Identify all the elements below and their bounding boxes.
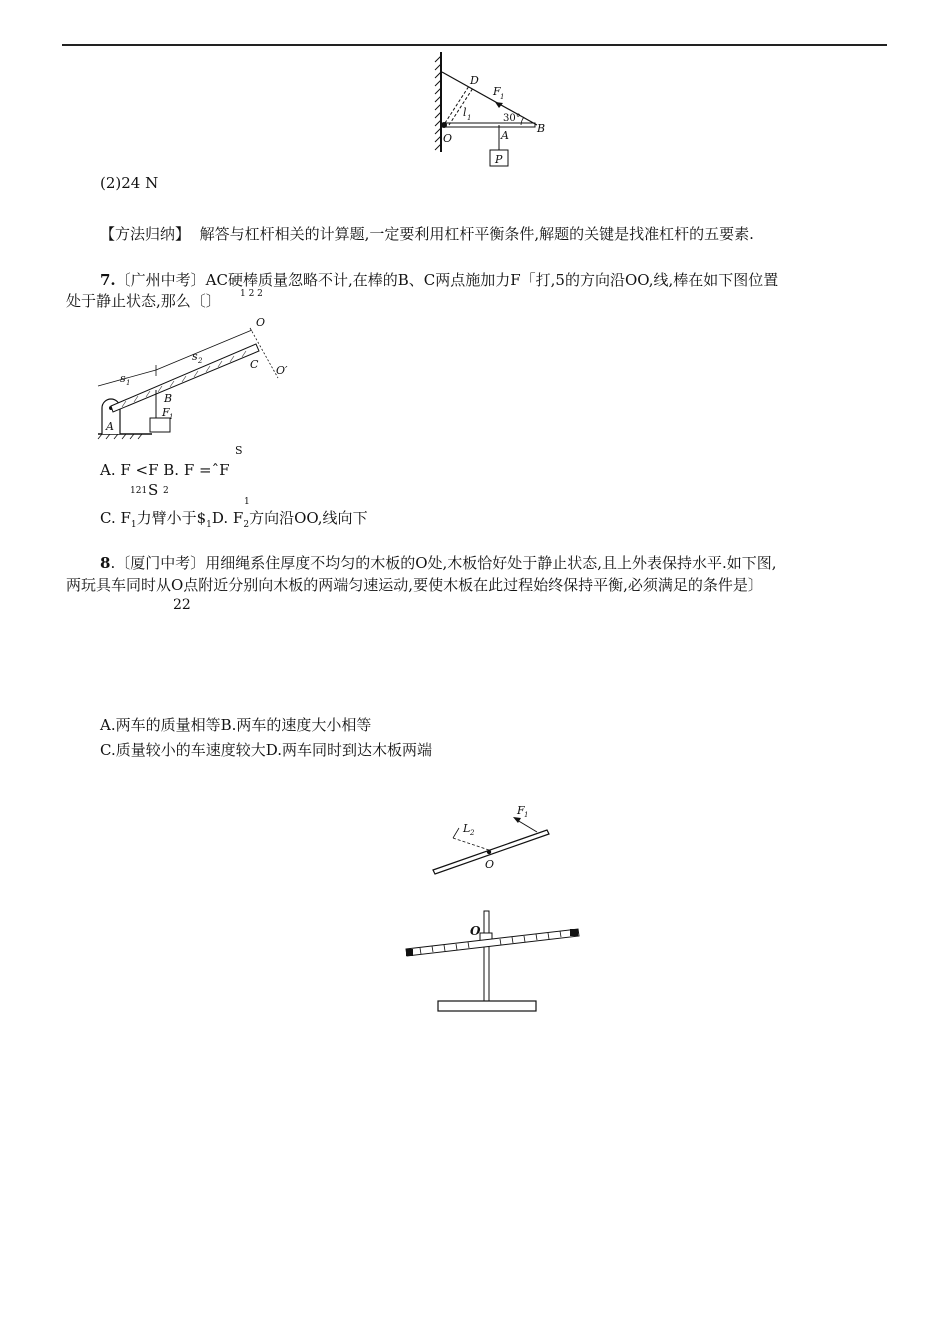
label-a: A: [501, 129, 509, 142]
q7-option-ab: A. F <F B. F =ˆF: [100, 461, 230, 479]
label-o: O: [470, 924, 481, 938]
label-o-prime: O′: [276, 364, 288, 377]
q7-option-c-sub: 1: [130, 520, 137, 530]
q7-option-ab-sup: S: [235, 444, 243, 457]
label-d: D: [470, 74, 479, 87]
q7-superscript: 1 2 2: [240, 289, 263, 299]
lever-l2-figure: [425, 800, 560, 875]
q7-line1: [100, 270, 778, 290]
method-label: 【方法归纳】: [100, 225, 191, 243]
q8-number: 8: [100, 554, 111, 572]
label-c: C: [250, 358, 259, 371]
answer-2: (2)24 N: [100, 174, 159, 192]
label-l1-sub: 1: [467, 114, 472, 122]
wall-lever-figure: [425, 50, 560, 172]
q8-stem-line2: 两玩具车同时从O点附近分别向木板的两端匀速运动,要使木板在此过程始终保持平衡,必须满足的条件是〕: [66, 576, 763, 594]
method-summary: [100, 224, 754, 244]
label-f1-sub: 1: [169, 413, 174, 421]
q7-option-ab-sub2: S: [148, 481, 159, 499]
label-s2-sub: 2: [198, 357, 203, 365]
label-l2: L: [463, 822, 471, 835]
q8-stem-line3: 22: [173, 597, 191, 613]
q7-option-c-sub2: 1: [206, 520, 212, 530]
header-rule: [62, 44, 887, 46]
label-s1-sub: 1: [126, 379, 131, 387]
label-f1: F: [493, 85, 501, 98]
method-text: 解答与杠杆相关的计算题,一定要利用杠杆平衡条件,解题的关键是找准杠杆的五要素.: [199, 225, 754, 243]
label-a: A: [106, 420, 114, 433]
label-f1-sub: 1: [500, 93, 505, 101]
label-f1-sub: 1: [524, 811, 529, 819]
q7-stem-line1: 〔广州中考〕AC硬棒质量忽略不计,在棒的B、C两点施加力F「打,5的方向沿OO,线,棒在如下图位置: [115, 271, 779, 289]
label-s1: s: [120, 372, 126, 385]
label-o: O: [485, 858, 495, 871]
balance-stand-figure: [400, 905, 585, 1017]
q8-stem-line1: .〔厦门中考〕用细绳系住厚度不均匀的木板的O处,木板恰好处于静止状态,且上外表保持水平.如下图,: [110, 554, 777, 572]
label-angle: 30°: [503, 113, 521, 124]
q7-option-c: C. F: [100, 509, 131, 527]
q8-line1: [100, 553, 777, 573]
label-o: O: [256, 316, 266, 329]
label-l2-sub: 2: [470, 829, 475, 837]
label-p: P: [495, 153, 503, 166]
q8-option-ab: A.两车的质量相等B.两车的速度大小相等: [100, 716, 372, 734]
q7-number: 7.: [100, 271, 116, 289]
label-b: B: [164, 392, 173, 405]
q7-option-cd: [100, 508, 368, 535]
label-f1: F: [162, 406, 170, 419]
inclined-rod-figure: [92, 310, 297, 440]
q7-option-d-sub: 2: [243, 520, 250, 530]
q7-option-d: D. F: [211, 509, 244, 527]
label-o: O: [443, 132, 453, 145]
label-l1: l: [463, 106, 467, 119]
q7-option-cd-sup: 1: [244, 497, 250, 507]
q7-option-ab-sub3: 2: [163, 486, 169, 496]
q7-option-d-rest: 方向沿OO,线向下: [249, 509, 368, 527]
q8-option-cd: C.质量较小的车速度较大D.两车同时到达木板两端: [100, 741, 432, 759]
label-f1: F: [517, 804, 525, 817]
q7-option-ab-sub1: 121: [130, 486, 148, 496]
q7-stem-line2: 处于静止状态,那么〔〕: [66, 292, 221, 310]
label-s2: s: [192, 350, 198, 363]
q7-option-c-rest: 力臂小于$: [136, 509, 207, 527]
label-b: B: [537, 122, 546, 135]
